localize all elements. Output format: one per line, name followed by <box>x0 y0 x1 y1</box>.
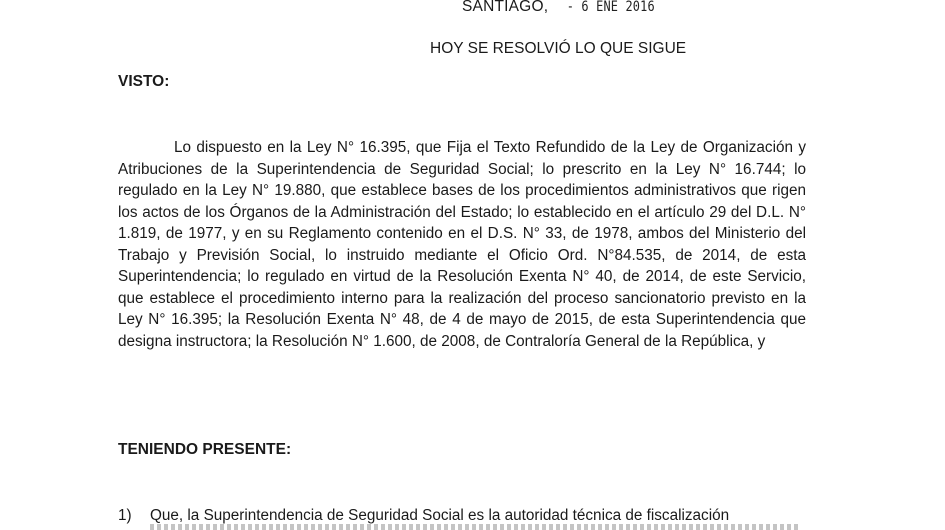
cut-off-text-line <box>150 524 800 530</box>
teniendo-presente-heading: TENIENDO PRESENTE: <box>118 441 292 458</box>
visto-paragraph: Lo dispuesto en la Ley N° 16.395, que Fija el Texto Refundido de la Ley de Organización y Atribuciones de la Superintendencia de Seguridad Social; lo prescrito en la Ley N° 16.744; lo regulado en la Ley N° 19.880, que establece bases de los procedimientos administrativos que rigen los actos de los Órganos de la Administración del Estado; lo establecido en el artículo 29 del D.L. N° 1.819, de 1977, y en su Reglamento contenido en el D.S. N° 33, de 1978, ambos del Ministerio del Trabajo y Previsión Social, lo instruido mediante el Oficio Ord. N°84.535, de 2014, de esta Superintendencia; lo regulado en virtud de la Resolución Exenta N° 40, de 2014, de este Servicio, que establece el procedimiento interno para la realización del proceso sancionatorio previsto en la Ley N° 16.395; la Resolución Exenta N° 48, de 4 de mayo de 2015, de esta Superintendencia que designa instructora; la Resolución N° 1.600, de 2008, de Contraloría General de la República, y <box>118 139 806 350</box>
place-name: SANTIAGO, <box>462 0 549 15</box>
resolution-statement: HOY SE RESOLVIÓ LO QUE SIGUE <box>430 40 687 57</box>
header-place-date <box>462 0 662 16</box>
visto-heading: VISTO: <box>118 73 170 90</box>
item-number: 1) <box>118 507 132 524</box>
date-stamp: - 6 ENE 2016 <box>566 0 655 15</box>
item-text: Que, la Superintendencia de Seguridad Social es la autoridad técnica de fiscalización <box>150 507 730 524</box>
